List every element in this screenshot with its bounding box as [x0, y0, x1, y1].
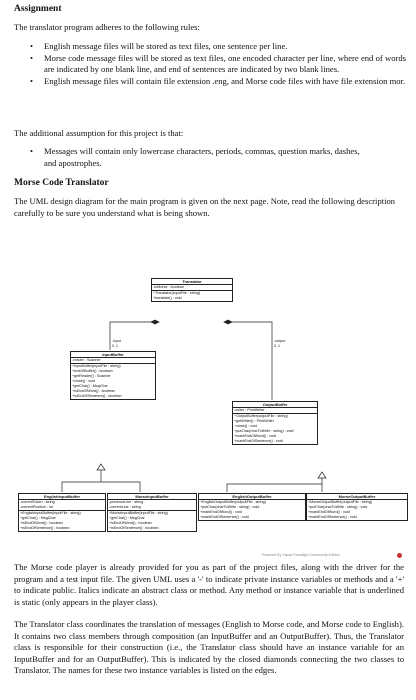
output-composition-edge	[232, 322, 272, 400]
inputbuffer-class: InputBuffer -reader : Scanner +InputBuffer(inputFile : string) +endOfBuffer() : boolean +getReader() : Scanner +close() : void +getChar() : MsgChar +isEndOfWord() : boolean +isEndOfSentence() : boolean	[70, 351, 156, 400]
input-inheritance-arrow	[97, 464, 105, 470]
morse-heading: Morse Code Translator	[14, 178, 109, 188]
bullet-icon: •	[30, 52, 34, 63]
input-inheritance-edge	[62, 482, 140, 492]
output-multiplicity: 0..1	[274, 344, 280, 348]
englishinputbuffer-class: EnglishInputBuffer -currentToken : string -currentPosition : int +EnglishInputBuffer(inputFile : string) +getChar() : MsgChar +isEndOfWord() : boolean +isEndOfSentence() : boolean	[18, 493, 106, 532]
output-inheritance-edge	[227, 484, 322, 492]
morseoutputbuffer-class: MorseOutputBuffer +MorseOutputBuffer(outputFile : string) +putChar(charToWrite : string) : void +markEndOfWord() : void +markEndOfSentence() : void	[306, 493, 408, 521]
input-multiplicity: 0..1	[112, 344, 118, 348]
output-edge-label: -output	[274, 339, 286, 343]
bullet-icon: •	[30, 75, 34, 86]
output-composition-diamond	[224, 320, 232, 324]
assignment-heading: Assignment	[14, 4, 62, 14]
uml-intro-paragraph: The UML design diagram for the main program is given on the next page. Note, read the following description carefully to be sure you understand what is being shown.	[14, 196, 396, 218]
rules-intro: The translator program adheres to the following rules:	[14, 22, 200, 32]
input-edge-label: -input	[112, 339, 121, 343]
bullet-icon: •	[30, 41, 34, 51]
outputbuffer-class: OutputBuffer -writer : PrintWriter ~OutputBuffer(outputFile : string) +getWriter() : PrintWriter ~close() : void +putChar(charToWrite : string) : void +markEndOfWord() : void +markEndOfSentence() : void	[232, 401, 318, 445]
englishoutputbuffer-class: EnglishOutputBuffer +EnglishOutputBuffer(outputFile : string) +putChar(charToWrite : string) : void +markEndOfWord() : void +markEndOfSentence() : void	[198, 493, 306, 521]
rule-item: • Morse code message files will be stored as text files, one encoded character per line, where end of words are indicated by one blank line, and end of sentences are indicated by two blank lines.	[30, 52, 406, 75]
input-composition-diamond	[151, 320, 159, 324]
visual-paradigm-watermark: Powered By Visual Paradigm Community Edition	[262, 553, 340, 557]
visual-paradigm-logo-icon	[397, 553, 402, 558]
morseinputbuffer-class: MorseInputBuffer -previousLine : string -currentLine : string +MorseInputBuffer(inputFile : string) +getChar() : MsgChar +isEndOfWord() : boolean +isEndOfSentence() : boolean	[107, 493, 197, 532]
rule-item: • English message files will contain file extension .eng, and Morse code files with have file extension mor.	[30, 75, 406, 86]
assumption-intro: The additional assumption for this project is that:	[14, 128, 184, 138]
translator-class: Translator -toMorse : boolean +Translator(inputFile : string) +translate() : void	[151, 278, 233, 302]
player-paragraph: The Morse code player is already provided for you as part of the project files, along with the driver for the program and a test input file. The given UML uses a '-' to indicate private instance variables or methods and a '+' to indicate public. Italics indicate an abstract class or method. Any method or instance variable that is underlined is static (only appears in the player class).	[14, 562, 404, 607]
bullet-icon: •	[30, 146, 34, 156]
translator-paragraph: The Translator class coordinates the translation of messages (English to Morse code, and Morse code to English). It contains two class members through composition (an InputBuffer and an OutputBuffer). Thus, the Translator class is responsible for their construction (i.e., the Translator class should have an instance variable for an InputBuffer and for an OutputBuffer). This is indicated by the closed diamonds connecting the two classes to Translator. The names for these two instance variables is listed on the edges.	[14, 619, 404, 676]
rule-item: • English message files will be stored as text files, one sentence per line.	[30, 41, 288, 51]
assumption-item: • Messages will contain only lowercase characters, periods, commas, question marks, dashes, and apostrophes.	[30, 146, 360, 168]
output-inheritance-arrow	[318, 472, 326, 478]
